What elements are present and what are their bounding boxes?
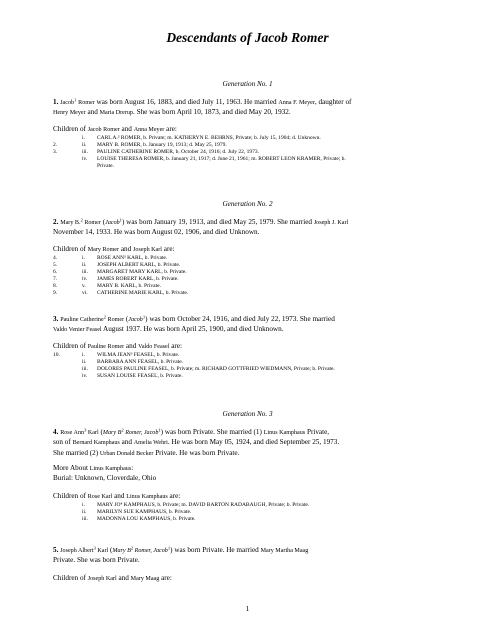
children-list [53, 255, 448, 298]
list-item: 3. iii. PAULINE CATHERINE ROMER, b. October 24, 1916; d. July 22, 1973. [53, 149, 260, 156]
list-item: i. CARL A.² ROMER, b. Private; m. KATHERYN E. BEHRNS, Private; b. July 15, 1904; d. Unknown. [82, 135, 321, 141]
generation-heading: Generation No. 1 [222, 80, 273, 88]
children-heading: Children of Pauline Romer and Valdo Feasel are: [53, 342, 182, 350]
entry-2: 2. Mary B.$^2$ Romer (Jacob$^1$) was born January 19, 1913, and died May 25, 1979. She married Joseph J. Karl November 14, 1933. He was born August 02, 1906, and died Unknown. [53, 217, 349, 237]
more-about: More About Linus Kamphaus: Burial: Unknown, Cloverdale, Ohio [53, 464, 157, 483]
generation-heading: Generation No. 3 [222, 410, 273, 418]
list-item: 6. iii. MARGARET MARY KARL, b. Private. [53, 269, 187, 276]
list-item: 8. v. MARY B. KARL, b. Private. [53, 283, 161, 290]
list-item: iii. MADONNA LOU KAMPHAUS, b. Private. [82, 516, 196, 523]
list-item: Private. [97, 163, 114, 170]
children-heading: Children of Joseph Karl and Mary Maag are: [53, 574, 172, 582]
entry-5: 5. Joseph Albert$^3$ Karl (Mary $B^2$ Romer, Jacob$^1$) was born Private. He married Mary Martha Maag Private. She was born Private. [53, 545, 309, 565]
generation-heading: Generation No. 2 [222, 200, 273, 208]
children-heading: Children of Rose Karl and Linus Kamphaus are: [53, 492, 181, 500]
list-item: 10. i. WILMA JEAN³ FEASEL, b. Private. [53, 352, 180, 358]
list-item: i. MARY JO⁴ KAMPHAUS, b. Private; m. DAVID BARTON RADABAUGH, Private; b. Private. [82, 502, 310, 508]
entry-3: 3. Pauline Catherine$^2$ Romer (Jacob$^1$) was born October 24, 1916, and died July 22, 1973. She married Valdo Venier Feasel August 1937. He was born April 25, 1900, and died Unknown. [53, 314, 335, 334]
entry-4: 4. Rose Ann$^3$ Karl (Mary $B^2$ Romer, Jacob$^1$) was born Private. She married (1) Linus Kamphaus Private, son of Bernard Kamphaus and Amelia Wehri. He was born May 05, 1924, and died September 25, 1973. She married (2) Urban Donald Becker Private. He was born Private. [53, 427, 340, 457]
children-list [53, 352, 448, 380]
list-item: 7. iv. JAMES ROBERT KARL, b. Private. [53, 276, 179, 283]
children-heading: Children of Mary Romer and Joseph Karl are: [53, 245, 175, 253]
list-item: ii. BARBARA ANN FEASEL, b. Private. [82, 359, 184, 366]
list-item: 2. ii. MARY B. ROMER, b. January 19, 1913; d. May 25, 1979. [53, 142, 227, 149]
children-list [53, 502, 448, 523]
children-heading: Children of Jacob Romer and Anna Meyer are: [53, 125, 177, 133]
page-number: 1 [245, 604, 250, 613]
entry-1: 1. Jacob$^1$ Romer was born August 16, 1883, and died July 11, 1963. He married Anna F. Meyer, daughter of Henry Meyer and Maria Drerup. She was born April 10, 1873, and died May 20, 1932. [53, 97, 352, 117]
list-item: iv. LOUISE THERESA ROMER, b. January 21, 1917; d. June 21, 1961; m. ROBERT LEON KRAMER, Private; b. [82, 156, 346, 163]
list-item: iii. DOLORES PAULINE FEASEL, b. Private; m. RICHARD GOTTFRIED WIEDMANN, Private; b. Private. [82, 366, 335, 373]
list-item: 4. i. ROSE ANN³ KARL, b. Private. [53, 255, 168, 261]
list-item: iv. SUSAN LOUISE FEASEL, b. Private. [82, 373, 183, 380]
list-item: ii. MARILYN SUE KAMPHAUS, b. Private. [82, 509, 192, 516]
list-item: 9. vi. CATHERINE MARIE KARL, b. Private. [53, 290, 189, 297]
list-item: 5. ii. JOSEPH ALBERT KARL, b. Private. [53, 262, 181, 269]
children-list [53, 135, 448, 170]
page-title: Descendants of Jacob Romer [166, 30, 329, 45]
